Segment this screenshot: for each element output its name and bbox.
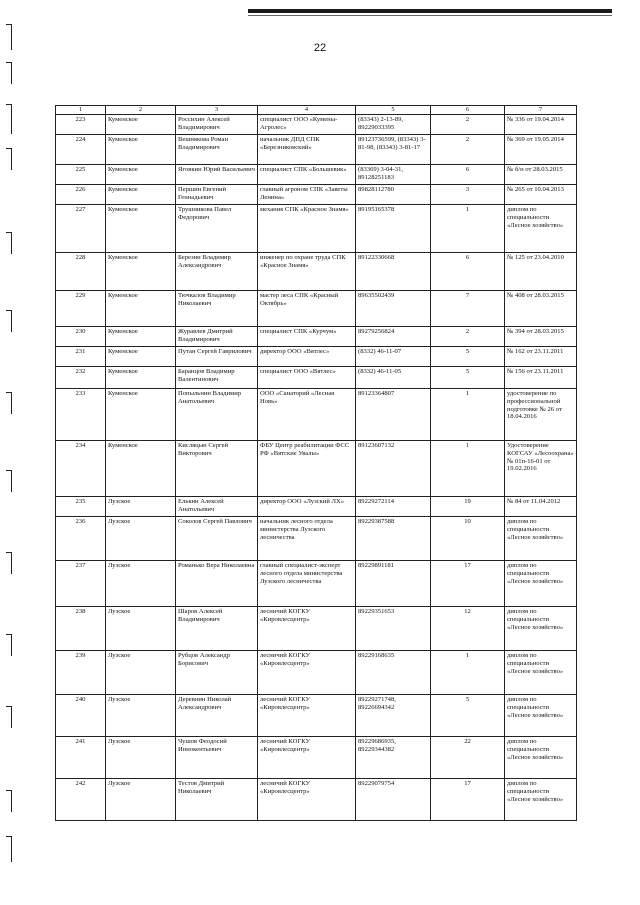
district-cell: Куменское [106,185,176,205]
district-cell: Куменское [106,115,176,135]
district-cell: Куменское [106,389,176,441]
value-cell: 2 [431,327,505,347]
position-cell: лесничий КОГКУ «Кировлесцентр» [258,737,356,779]
document-cell: диплом по специальности «Лесное хозяйство» [505,607,577,651]
binding-mark [6,634,12,656]
district-cell: Куменское [106,367,176,389]
table-row [56,367,577,389]
phone-cell: (8332) 46-11-05 [356,367,431,389]
phone-cell: 89229686935, 89229344382 [356,737,431,779]
binding-mark [6,104,12,134]
table-row [56,517,577,561]
phone-cell: 89828112780 [356,185,431,205]
page-number: 22 [313,42,327,54]
phone-cell: 89279256824 [356,327,431,347]
row-number: 225 [56,165,106,185]
value-cell: 1 [431,389,505,441]
binding-mark [6,836,12,862]
table-row [56,115,577,135]
column-header: 4 [258,106,356,115]
value-cell: 1 [431,651,505,695]
position-cell: директор ООО «Лузский ЛХ» [258,497,356,517]
phone-cell: (83343) 2-13-89, 89229033395 [356,115,431,135]
document-cell: удостоверение по профессиональной подготовке № 26 от 18.04.2016 [505,389,577,441]
row-number: 232 [56,367,106,389]
row-number: 228 [56,253,106,291]
row-number: 229 [56,291,106,327]
document-cell: диплом по специальности «Лесное хозяйство» [505,695,577,737]
value-cell: 6 [431,253,505,291]
document-cell: № 408 от 28.03.2015 [505,291,577,327]
row-number: 226 [56,185,106,205]
table-row [56,347,577,367]
position-cell: лесничий КОГКУ «Кировлесцентр» [258,607,356,651]
document-cell: диплом по специальности «Лесное хозяйство» [505,779,577,821]
district-cell: Лузское [106,497,176,517]
value-cell: 17 [431,561,505,607]
row-number: 224 [56,135,106,165]
phone-cell: 89229891181 [356,561,431,607]
value-cell: 1 [431,441,505,497]
position-cell: ООО «Санаторий «Лесная Новь» [258,389,356,441]
table-row [56,205,577,253]
document-cell: диплом по специальности «Лесное хозяйство» [505,737,577,779]
document-cell: диплом по специальности «Лесное хозяйство» [505,651,577,695]
value-cell: 5 [431,695,505,737]
table-row [56,779,577,821]
top-rule [248,9,612,13]
document-cell: № 162 от 23.11.2011 [505,347,577,367]
binding-mark [6,310,12,332]
name-cell: Березин Владимир Александрович [176,253,258,291]
name-cell: Путан Сергей Гаврилович [176,347,258,367]
position-cell: механик СПК «Красное Знамя» [258,205,356,253]
phone-cell: 89123736599, (83343) 3-81-98, (83343) 3-81-17 [356,135,431,165]
position-cell: лесничий КОГКУ «Кировлесцентр» [258,651,356,695]
value-cell: 2 [431,115,505,135]
document-cell: № 265 от 10.04.2013 [505,185,577,205]
table-row [56,441,577,497]
document-cell: № 156 от 23.11.2011 [505,367,577,389]
phone-cell: 89229387588 [356,517,431,561]
binding-marks [0,0,20,905]
row-number: 223 [56,115,106,135]
document-cell: № 394 от 28.03.2015 [505,327,577,347]
position-cell: главный специалист-эксперт лесного отдела министерства Лузского лесничества [258,561,356,607]
table-row [56,253,577,291]
phone-cell: (8332) 46-11-07 [356,347,431,367]
position-cell: начальник лесного отдела министерства Лузского лесничества [258,517,356,561]
district-cell: Куменское [106,291,176,327]
row-number: 240 [56,695,106,737]
table-row [56,291,577,327]
row-number: 236 [56,517,106,561]
value-cell: 5 [431,367,505,389]
table-row [56,389,577,441]
position-cell: специалист ООО «Кумены-Агролес» [258,115,356,135]
table-body [56,115,577,821]
name-cell: Соколов Сергей Павлович [176,517,258,561]
binding-mark [6,232,12,254]
position-cell: ФБУ Центр реабилитации ФСС РФ «Вятские Увалы» [258,441,356,497]
district-cell: Куменское [106,253,176,291]
phone-cell: 89123607132 [356,441,431,497]
name-cell: Шаров Алексей Владимирович [176,607,258,651]
position-cell: мастер леса СПК «Красный Октябрь» [258,291,356,327]
row-number: 231 [56,347,106,367]
table-row [56,185,577,205]
district-cell: Лузское [106,737,176,779]
district-cell: Лузское [106,695,176,737]
phone-cell: 89229271748, 89226694342 [356,695,431,737]
table-row [56,695,577,737]
header-row [56,106,577,115]
row-number: 230 [56,327,106,347]
position-cell: инженер по охране труда СПК «Красное Знамя» [258,253,356,291]
name-cell: Тючкалов Владимир Николаевич [176,291,258,327]
district-cell: Куменское [106,441,176,497]
value-cell: 2 [431,135,505,165]
name-cell: Тестов Дмитрий Николаевич [176,779,258,821]
top-rule-thin [248,15,612,16]
name-cell: Рубцов Александр Борисович [176,651,258,695]
table-row [56,651,577,695]
name-cell: Елькин Алексей Анатольевич [176,497,258,517]
binding-mark [6,62,12,84]
value-cell: 3 [431,185,505,205]
binding-mark [6,552,12,574]
row-number: 241 [56,737,106,779]
document-cell: диплом по специальности «Лесное хозяйство» [505,205,577,253]
value-cell: 10 [431,517,505,561]
value-cell: 12 [431,607,505,651]
table-row [56,607,577,651]
row-number: 234 [56,441,106,497]
binding-mark [6,470,12,492]
phone-cell: 89229272114 [356,497,431,517]
phone-cell: 89123364807 [356,389,431,441]
column-header: 6 [431,106,505,115]
document-cell: № 84 от 11.04.2012 [505,497,577,517]
document-cell: № б/н от 28.03.2015 [505,165,577,185]
phone-cell: 89229079754 [356,779,431,821]
row-number: 238 [56,607,106,651]
name-cell: Кисляцын Сергей Викторович [176,441,258,497]
value-cell: 5 [431,347,505,367]
position-cell: лесничий КОГКУ «Кировлесцентр» [258,695,356,737]
document-cell: Удостоверение КОГСАУ «Лесоохрана» № 01п-16-01 от 19.02.2016 [505,441,577,497]
document-cell: диплом по специальности «Лесное хозяйство» [505,561,577,607]
position-cell: специалист СПК «Курчум» [258,327,356,347]
column-header: 1 [56,106,106,115]
document-cell: диплом по специальности «Лесное хозяйство» [505,517,577,561]
name-cell: Чушов Феодосий Иннокентьевич [176,737,258,779]
value-cell: 22 [431,737,505,779]
row-number: 242 [56,779,106,821]
position-cell: главный агроном СПК «Заветы Ленина» [258,185,356,205]
district-cell: Куменское [106,347,176,367]
document-cell: № 125 от 23.04.2010 [505,253,577,291]
row-number: 237 [56,561,106,607]
column-header: 5 [356,106,431,115]
phone-cell: 89635502439 [356,291,431,327]
district-cell: Куменское [106,135,176,165]
table-row [56,135,577,165]
phone-cell: 89229168635 [356,651,431,695]
binding-mark [6,392,12,414]
value-cell: 17 [431,779,505,821]
district-cell: Лузское [106,561,176,607]
name-cell: Трушникова Павел Федорович [176,205,258,253]
district-cell: Куменское [106,205,176,253]
table-row [56,327,577,347]
column-header: 7 [505,106,577,115]
binding-mark [6,790,12,812]
position-cell: специалист СПК «Большевик» [258,165,356,185]
column-header: 3 [176,106,258,115]
phone-cell: 89122330668 [356,253,431,291]
row-number: 239 [56,651,106,695]
value-cell: 1 [431,205,505,253]
position-cell: лесничий КОГКУ «Кировлесцентр» [258,779,356,821]
value-cell: 7 [431,291,505,327]
table-row [56,737,577,779]
position-cell: директор ООО «Вятлес» [258,347,356,367]
value-cell: 19 [431,497,505,517]
name-cell: Попыльнин Владимир Анатольевич [176,389,258,441]
district-cell: Лузское [106,779,176,821]
binding-mark [6,24,12,50]
phone-cell: 89229351653 [356,607,431,651]
district-cell: Лузское [106,517,176,561]
position-cell: начальник ДПД СПК «Березниковский» [258,135,356,165]
name-cell: Баранцов Владимир Валентинович [176,367,258,389]
value-cell: 6 [431,165,505,185]
row-number: 233 [56,389,106,441]
district-cell: Куменское [106,327,176,347]
table-row [56,561,577,607]
name-cell: Яговкин Юрий Васильевич [176,165,258,185]
binding-mark [6,148,12,170]
name-cell: Вешнякова Роман Владимирович [176,135,258,165]
position-cell: специалист ООО «Вятлес» [258,367,356,389]
district-cell: Лузское [106,651,176,695]
document-cell: № 336 от 19.04.2014 [505,115,577,135]
registry-table [55,105,577,821]
document-cell: № 369 от 19.05.2014 [505,135,577,165]
phone-cell: 89195165378 [356,205,431,253]
name-cell: Россихин Алексей Владимирович [176,115,258,135]
name-cell: Журавлев Дмитрий Владимирович [176,327,258,347]
binding-mark [6,706,12,728]
row-number: 227 [56,205,106,253]
name-cell: Деревнин Николай Александрович [176,695,258,737]
column-header: 2 [106,106,176,115]
table-row [56,165,577,185]
name-cell: Першин Евгений Геннадьевич [176,185,258,205]
phone-cell: (83369) 3-04-31, 89128251183 [356,165,431,185]
district-cell: Лузское [106,607,176,651]
table-row [56,497,577,517]
district-cell: Куменское [106,165,176,185]
name-cell: Романько Вера Николаевна [176,561,258,607]
row-number: 235 [56,497,106,517]
